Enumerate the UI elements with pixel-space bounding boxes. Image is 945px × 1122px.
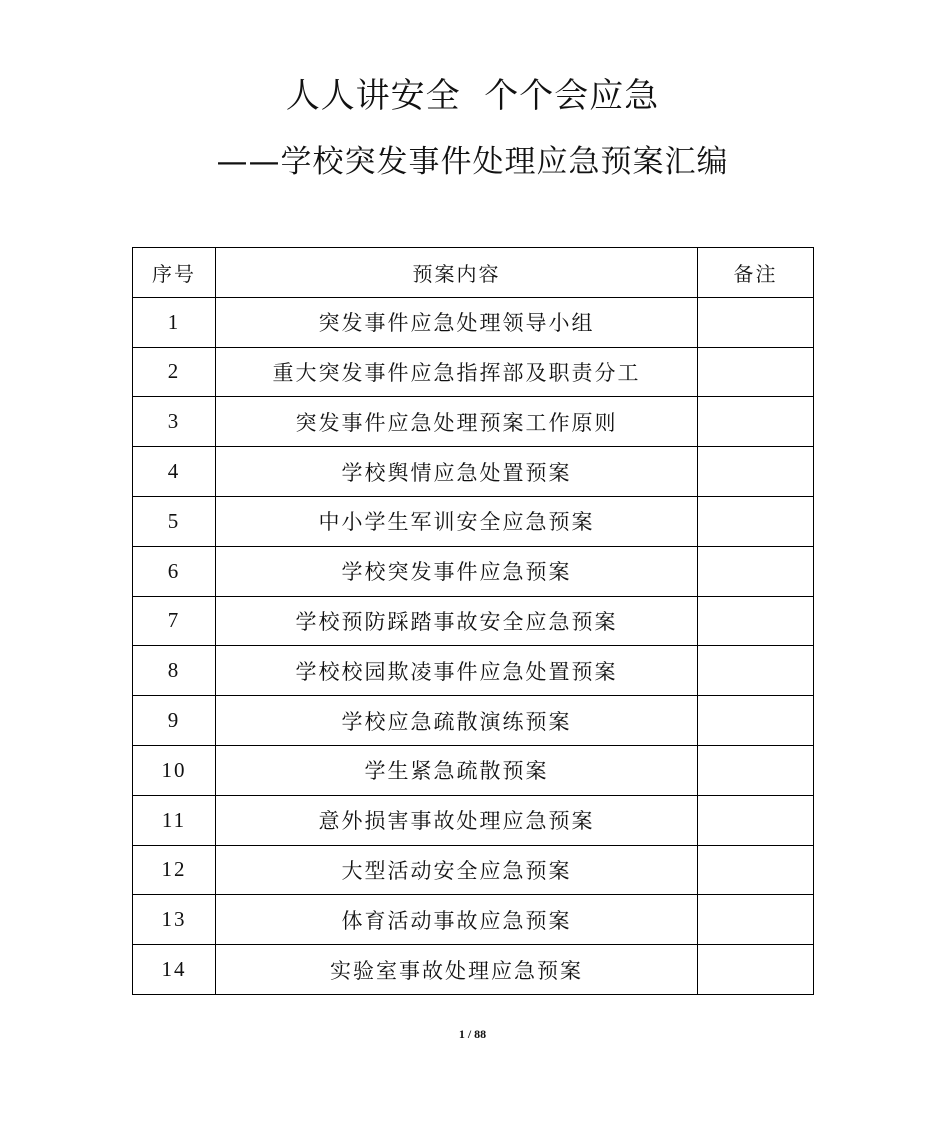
header-remarks: 备注 — [698, 248, 814, 298]
page-number: 1 / 88 — [458, 1027, 487, 1041]
row-plan-content: 实验室事故处理应急预案 — [216, 945, 698, 995]
table-row — [133, 696, 814, 746]
row-plan-content: 突发事件应急处理领导小组 — [216, 297, 698, 347]
row-serial-number: 6 — [133, 546, 216, 596]
row-serial-number: 7 — [133, 596, 216, 646]
row-serial-number: 11 — [133, 795, 216, 845]
header-serial-number: 序号 — [133, 248, 216, 298]
row-plan-content: 学生紧急疏散预案 — [216, 745, 698, 795]
row-serial-number: 5 — [133, 496, 216, 546]
plan-index-table — [132, 247, 814, 995]
row-remarks — [698, 496, 814, 546]
row-remarks — [698, 596, 814, 646]
table-row — [133, 397, 814, 447]
row-plan-content: 学校舆情应急处置预案 — [216, 447, 698, 497]
table-row — [133, 745, 814, 795]
table-row — [133, 795, 814, 845]
row-serial-number: 1 — [133, 297, 216, 347]
row-plan-content: 学校突发事件应急预案 — [216, 546, 698, 596]
row-serial-number: 12 — [133, 845, 216, 895]
row-plan-content: 学校应急疏散演练预案 — [216, 696, 698, 746]
row-remarks — [698, 795, 814, 845]
row-remarks — [698, 447, 814, 497]
table-row — [133, 895, 814, 945]
table-row — [133, 945, 814, 995]
row-remarks — [698, 845, 814, 895]
row-remarks — [698, 397, 814, 447]
row-remarks — [698, 895, 814, 945]
table-header-row — [133, 248, 814, 298]
row-remarks — [698, 945, 814, 995]
row-serial-number: 8 — [133, 646, 216, 696]
row-plan-content: 学校校园欺凌事件应急处置预案 — [216, 646, 698, 696]
row-remarks — [698, 546, 814, 596]
row-serial-number: 2 — [133, 347, 216, 397]
row-plan-content: 突发事件应急处理预案工作原则 — [216, 397, 698, 447]
row-remarks — [698, 297, 814, 347]
header-plan-content: 预案内容 — [216, 248, 698, 298]
row-plan-content: 重大突发事件应急指挥部及职责分工 — [216, 347, 698, 397]
row-remarks — [698, 745, 814, 795]
row-serial-number: 3 — [133, 397, 216, 447]
row-remarks — [698, 347, 814, 397]
row-serial-number: 9 — [133, 696, 216, 746]
table-row — [133, 347, 814, 397]
row-plan-content: 学校预防踩踏事故安全应急预案 — [216, 596, 698, 646]
document-title: 人人讲安全 个个会应急 — [285, 76, 660, 116]
row-plan-content: 体育活动事故应急预案 — [216, 895, 698, 945]
row-serial-number: 10 — [133, 745, 216, 795]
row-plan-content: 中小学生军训安全应急预案 — [216, 496, 698, 546]
row-serial-number: 4 — [133, 447, 216, 497]
row-remarks — [698, 696, 814, 746]
table-row — [133, 646, 814, 696]
row-plan-content: 大型活动安全应急预案 — [216, 845, 698, 895]
row-plan-content: 意外损害事故处理应急预案 — [216, 795, 698, 845]
table-row — [133, 496, 814, 546]
row-serial-number: 14 — [133, 945, 216, 995]
row-remarks — [698, 646, 814, 696]
row-serial-number: 13 — [133, 895, 216, 945]
table-row — [133, 596, 814, 646]
document-subtitle: ——学校突发事件处理应急预案汇编 — [216, 144, 729, 180]
table-row — [133, 447, 814, 497]
table-row — [133, 297, 814, 347]
table-row — [133, 546, 814, 596]
table-row — [133, 845, 814, 895]
